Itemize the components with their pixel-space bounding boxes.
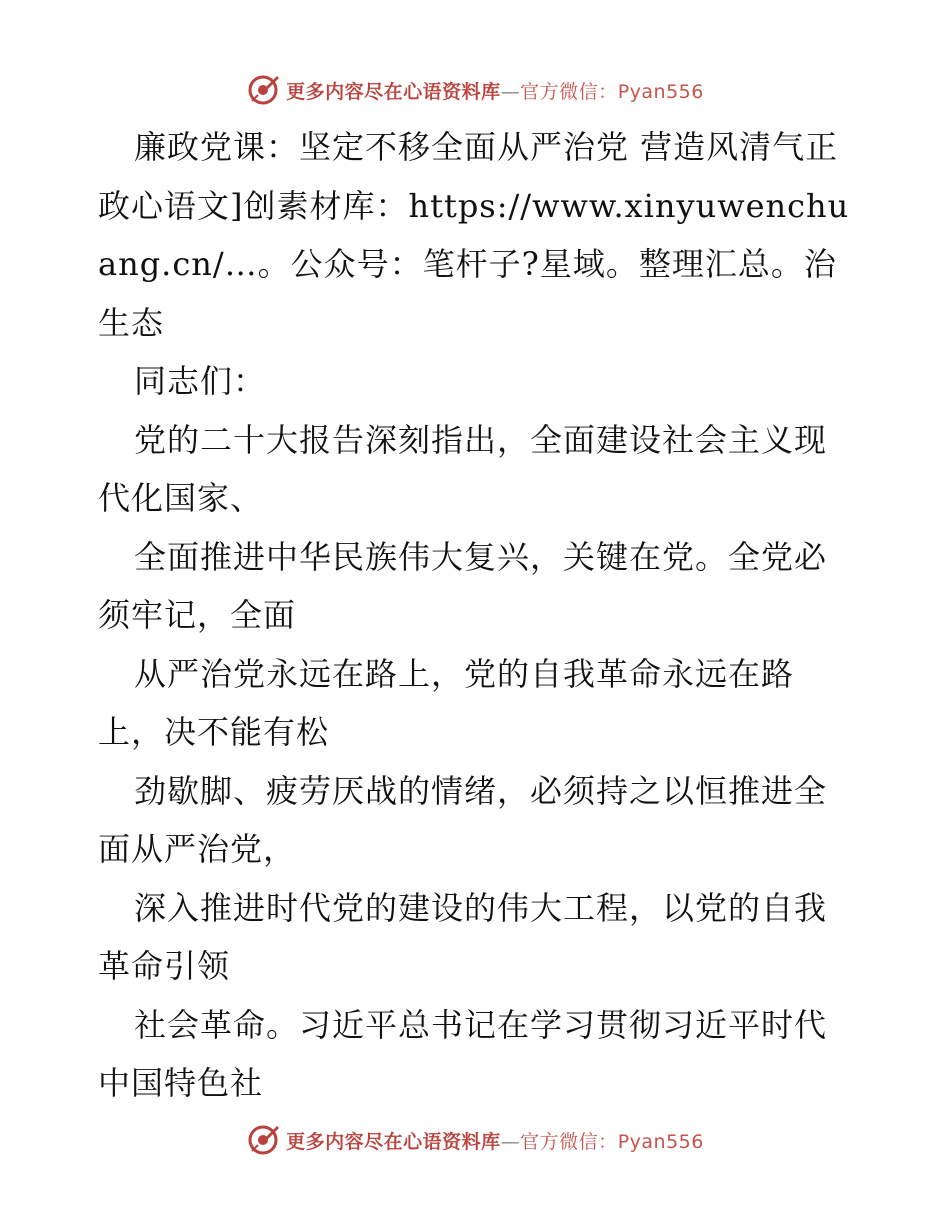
- header-banner-label: 官方微信：: [520, 80, 618, 103]
- document-paragraph: 党的二十大报告深刻指出，全面建设社会主义现代化国家、: [98, 420, 828, 517]
- document-body: [98, 118, 854, 1113]
- document-paragraph: 同志们：: [134, 362, 267, 400]
- footer-banner-account: Pyan556: [617, 1130, 704, 1153]
- footer-banner-text: [286, 1127, 704, 1154]
- document-paragraph: 社会革命。习近平总书记在学习贯彻习近平时代中国特色社: [98, 1005, 828, 1102]
- document-paragraph: 深入推进时代党的建设的伟大工程，以党的自我革命引领: [98, 888, 828, 985]
- document-paragraph: 劲歇脚、疲劳厌战的情绪，必须持之以恒推进全面从严治党，: [98, 771, 828, 868]
- header-banner-text: [286, 77, 704, 104]
- header-banner-account: Pyan556: [617, 80, 704, 103]
- pen-nib-logo-icon: [246, 73, 280, 107]
- header-banner: [0, 70, 950, 110]
- header-banner-separator: —: [500, 80, 521, 103]
- pen-nib-logo-icon: [246, 1123, 280, 1157]
- header-banner-brand: 更多内容尽在心语资料库: [286, 80, 501, 103]
- footer-banner-separator: —: [500, 1130, 521, 1153]
- footer-banner: [0, 1120, 950, 1160]
- footer-banner-brand: 更多内容尽在心语资料库: [286, 1130, 501, 1153]
- footer-banner-label: 官方微信：: [520, 1130, 618, 1153]
- document-title-paragraph: 廉政党课：坚定不移全面从严治党 营造风清气正政心语文]创素材库：https://www.xinyuwenchuang.cn/…。公众号：笔杆子?星域。整理汇总。治生态: [98, 128, 850, 342]
- document-paragraph: 全面推进中华民族伟大复兴，关键在党。全党必须牢记，全面: [98, 537, 828, 634]
- document-paragraph: 从严治党永远在路上，党的自我革命永远在路上，决不能有松: [98, 654, 795, 751]
